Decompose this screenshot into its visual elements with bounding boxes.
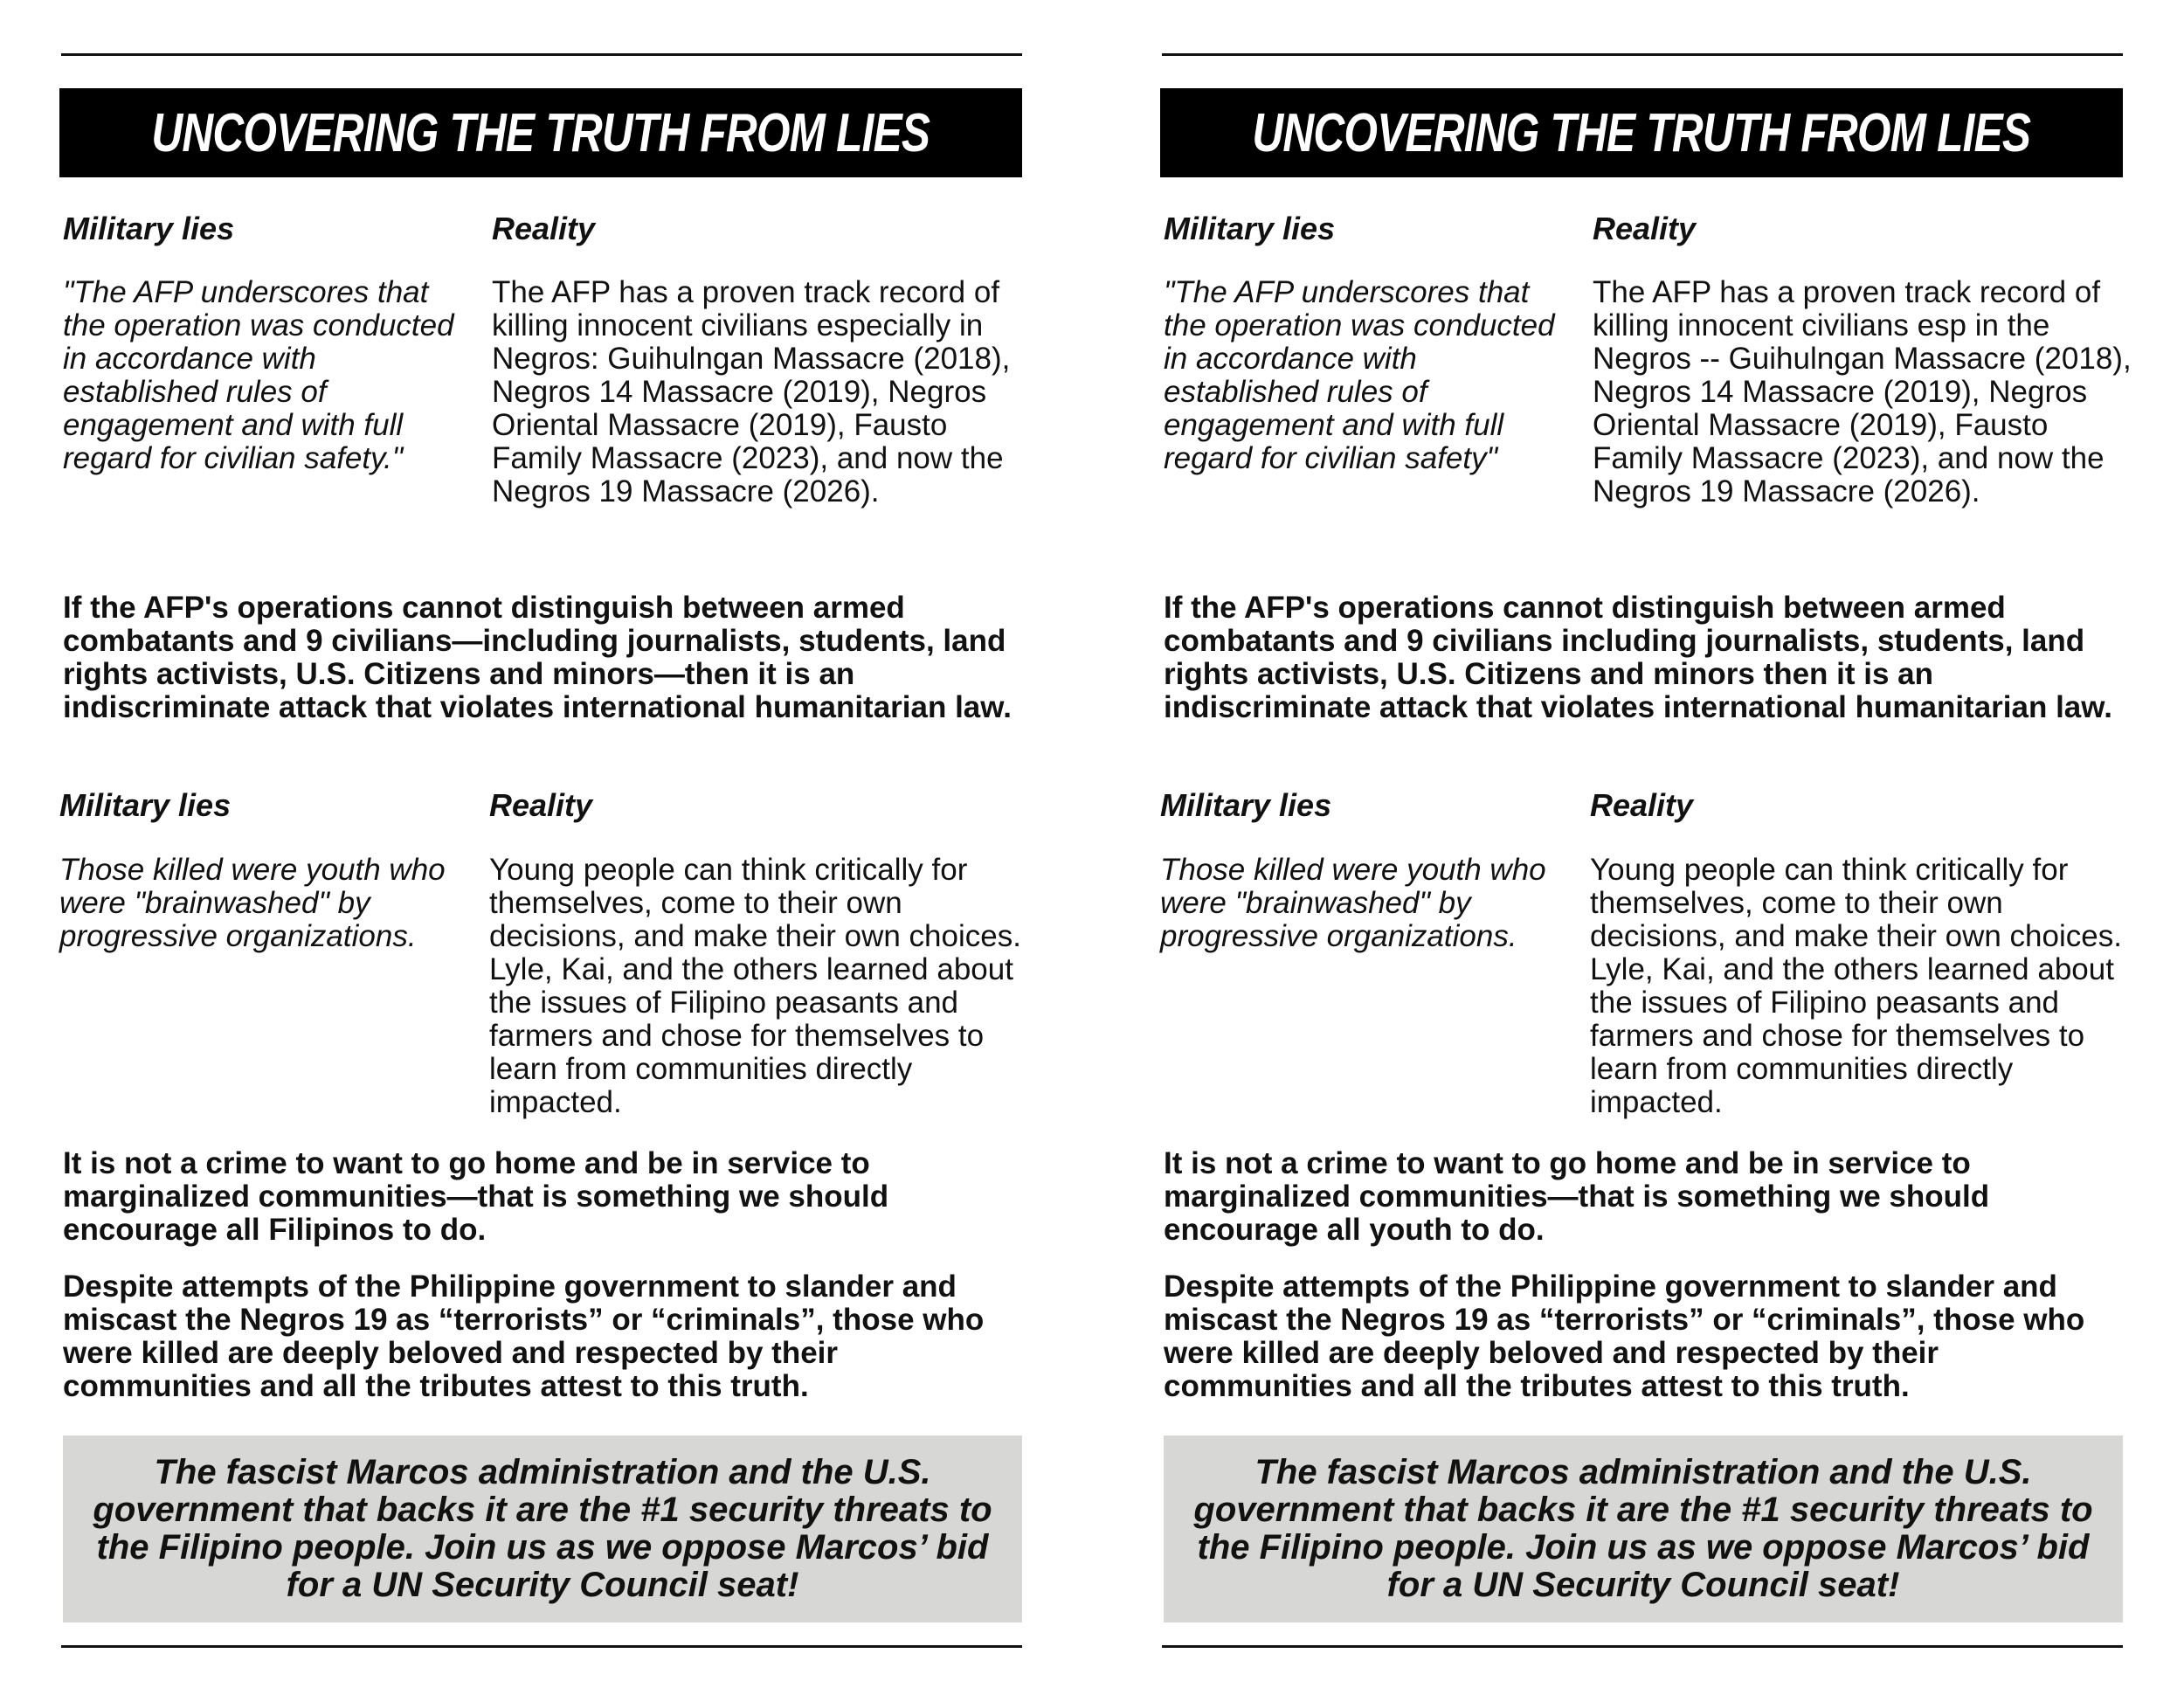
top-rule [61, 53, 1022, 56]
statement-negros-19: Despite attempts of the Philippine government to slander and miscast the Negros 19 as “terrorists” or “criminals”, those who were killed are deeply beloved and respected by their communities and all the tributes attest to this truth. [1164, 1269, 2085, 1403]
callout-text: The fascist Marcos administration and the U.S. government that backs it are the #1 security threats to the Filipino people. Join us as we oppose Marcos’ bid for a UN Security Council seat! [1193, 1453, 2093, 1604]
bottom-rule [1162, 1645, 2123, 1648]
military-lies-header: Military lies [63, 211, 235, 246]
reality-header: Reality [1593, 211, 1697, 246]
military-lies-header: Military lies [1164, 211, 1336, 246]
callout-box [1164, 1435, 2123, 1622]
statement-indiscriminate-attack: If the AFP's operations cannot distinguish between armed combatants and 9 civilians—including journalists, students, land rights activists, U.S. Citizens and minors—then it is an indiscriminate attack that violates international humanitarian law. [63, 591, 1012, 724]
military-lie-quote: "The AFP underscores that the operation was conducted in accordance with established rules of engagement and with full regard for civilian safety." [63, 275, 454, 475]
flyer-panel-right [1160, 0, 2132, 1688]
reality-header: Reality [489, 787, 593, 823]
military-lie-brainwashed: Those killed were youth who were "brainwashed" by progressive organizations. [59, 853, 446, 953]
title-banner [59, 88, 1022, 177]
callout-box [63, 1435, 1022, 1622]
military-lies-header: Military lies [59, 787, 232, 823]
reality-text: The AFP has a proven track record of killing innocent civilians especially in Negros: Guihulngan Massacre (2018), Negros 14 Massacre (2019), Negros Oriental Massacre (2019), Fausto Family Massacre (2023), and now the Negros 19 Massacre (2026). [492, 275, 1011, 508]
title-banner [1160, 88, 2123, 177]
military-lie-brainwashed: Those killed were youth who were "brainwashed" by progressive organizations. [1160, 853, 1546, 953]
banner-title: UNCOVERING THE TRUTH FROM LIES [1252, 102, 2031, 163]
reality-young-people: Young people can think critically for themselves, come to their own decisions, and make their own choices. Lyle, Kai, and the others learned about the issues of Filipino peasants and farmers and chose for themselves to learn from communities directly impacted. [489, 853, 1021, 1119]
military-lie-quote: "The AFP underscores that the operation was conducted in accordance with established rules of engagement and with full regard for civilian safety" [1164, 275, 1555, 475]
reality-young-people: Young people can think critically for themselves, come to their own decisions, and make their own choices. Lyle, Kai, and the others learned about the issues of Filipino peasants and farmers and chose for themselves to learn from communities directly impacted. [1590, 853, 2122, 1119]
military-lies-header: Military lies [1160, 787, 1332, 823]
statement-negros-19: Despite attempts of the Philippine government to slander and miscast the Negros 19 as “terrorists” or “criminals”, those who were killed are deeply beloved and respected by their communities and all the tributes attest to this truth. [63, 1269, 985, 1403]
statement-not-a-crime: It is not a crime to want to go home and be in service to marginalized communities—that is something we should encourage all Filipinos to do. [63, 1146, 889, 1247]
callout-text: The fascist Marcos administration and the U.S. government that backs it are the #1 security threats to the Filipino people. Join us as we oppose Marcos’ bid for a UN Security Council seat! [93, 1453, 992, 1604]
flyer-panel-left [61, 0, 1022, 1688]
statement-not-a-crime: It is not a crime to want to go home and be in service to marginalized communities—that is something we should encourage all youth to do. [1164, 1146, 1990, 1247]
statement-indiscriminate-attack: If the AFP's operations cannot distinguish between armed combatants and 9 civilians including journalists, students, land rights activists, U.S. Citizens and minors then it is an indiscriminate attack that violates international humanitarian law. [1164, 591, 2112, 724]
reality-text: The AFP has a proven track record of killing innocent civilians esp in the Negros -- Guihulngan Massacre (2018), Negros 14 Massacre (2019), Negros Oriental Massacre (2019), Fausto Family Massacre (2023), and now the Negros 19 Massacre (2026). [1593, 275, 2132, 508]
reality-header: Reality [1590, 787, 1694, 823]
reality-header: Reality [492, 211, 596, 246]
banner-title: UNCOVERING THE TRUTH FROM LIES [151, 102, 930, 163]
bottom-rule [61, 1645, 1022, 1648]
top-rule [1162, 53, 2123, 56]
